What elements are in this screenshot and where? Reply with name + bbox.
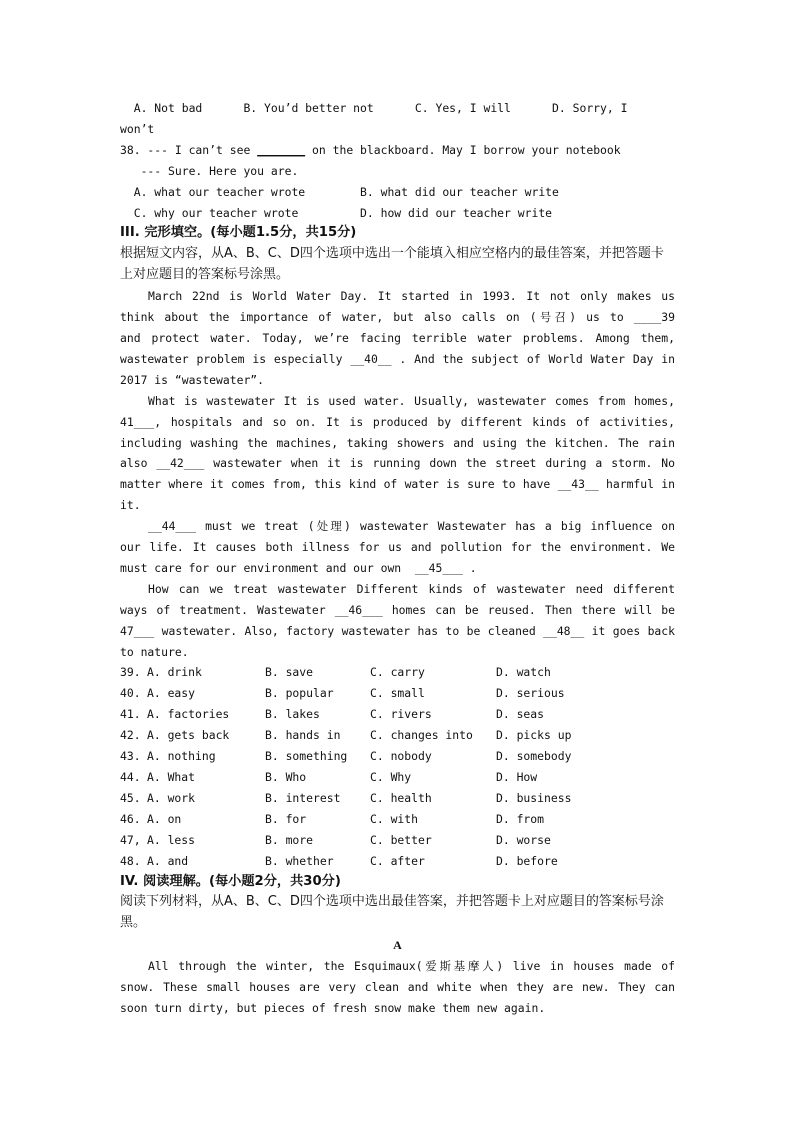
option-b: B. save [265, 665, 314, 680]
cloze-question-row [120, 746, 675, 767]
q38-options-cd: C. why our teacher wrote D. how did our teacher write [120, 205, 553, 220]
option-c: C. carry [370, 665, 425, 680]
cloze-p4-end: to nature. [120, 644, 189, 659]
section3-heading: III. 完形填空。(每小题1.5分，共15分) [120, 225, 357, 241]
question-number: 39. [120, 665, 141, 680]
cloze-p3-line1: __44___ must we treat (处理) wastewater Wastewater has a big influence on [148, 519, 675, 534]
option-a: A. factories [147, 707, 230, 722]
cloze-question-row [120, 704, 675, 725]
option-c: C. with [370, 811, 419, 826]
option-c: C. nobody [370, 749, 432, 764]
q38-question: 38. --- I can’t see _______ on the blackboard. May I borrow your notebook [120, 142, 621, 157]
option-a: A. easy [147, 686, 196, 701]
option-d: D. worse [496, 832, 551, 847]
option-a: A. work [147, 790, 196, 805]
cloze-p2-line2: 41___, hospitals and so on. It is produced by different kinds of activities, [120, 414, 675, 429]
cloze-question-row [120, 809, 675, 830]
option-b: B. interest [265, 790, 341, 805]
cloze-question-row [120, 830, 675, 851]
option-a: A. nothing [147, 749, 216, 764]
option-a: A. on [147, 811, 182, 826]
q37-options-wrap: won’t [120, 121, 155, 136]
q38-answer: --- Sure. Here you are. [120, 163, 299, 178]
question-number: 46. [120, 811, 141, 826]
cloze-p2-line3: including washing the machines, taking showers and using the kitchen. The rain [120, 435, 675, 450]
cloze-question-row [120, 662, 675, 683]
cloze-p3-end: must care for our environment and our own __45___ . [120, 560, 477, 575]
cloze-question-list [120, 662, 675, 871]
cloze-p1-line4: wastewater problem is especially __40__ . And the subject of World Water Day in [120, 351, 675, 366]
cloze-p1-line2: think about the importance of water, but also calls on (号召) us to ____39 [120, 310, 675, 325]
cloze-p4-line2: ways of treatment. Wastewater __46___ homes can be reused. Then there will be [120, 602, 675, 617]
reading-a-line2: snow. These small houses are very clean and white when they are new. They can [120, 980, 675, 995]
option-b: B. whether [265, 853, 334, 868]
question-number: 48. [120, 853, 141, 868]
cloze-question-row [120, 851, 675, 872]
option-b: B. something [265, 749, 348, 764]
option-d: D. from [496, 811, 545, 826]
option-b: B. popular [265, 686, 334, 701]
q38-options-ab: A. what our teacher wrote B. what did our teacher write [120, 184, 559, 199]
section4-instruction: 阅读下列材料，从A、B、C、D四个选项中选出最佳答案，并把答题卡上对应题目的答案标号涂黑。 [120, 894, 664, 931]
option-b: B. for [265, 811, 307, 826]
question-number: 43. [120, 749, 141, 764]
q37-options: A. Not bad B. You’d better not C. Yes, I will D. Sorry, I [120, 101, 628, 115]
option-a: A. drink [147, 665, 202, 680]
option-b: B. lakes [265, 707, 320, 722]
option-b: B. hands in [265, 728, 341, 743]
cloze-p4-line3: 47___ wastewater. Also, factory wastewater has to be cleaned __48__ it goes back [120, 623, 675, 638]
option-c: C. better [370, 832, 432, 847]
option-c: C. small [370, 686, 425, 701]
reading-a-end: soon turn dirty, but pieces of fresh snow make them new again. [120, 1001, 546, 1016]
option-a: A. and [147, 853, 189, 868]
cloze-p1-end: 2017 is “wastewater”. [120, 372, 265, 387]
question-number: 41. [120, 707, 141, 722]
cloze-question-row [120, 725, 675, 746]
cloze-p2-line4: also __42___ wastewater when it is running down the street during a storm. No [120, 456, 675, 471]
section4-heading: IV. 阅读理解。(每小题2分，共30分) [120, 873, 341, 889]
option-b: B. more [265, 832, 314, 847]
option-c: C. health [370, 790, 432, 805]
section3-instruction: 根据短文内容，从A、B、C、D四个选项中选出一个能填入相应空格内的最佳答案，并把答题卡上对应题目的答案标号涂黑。 [120, 246, 664, 283]
option-a: A. less [147, 832, 196, 847]
cloze-p4-line1: How can we treat wastewater Different kinds of wastewater need different [148, 581, 675, 596]
cloze-p1-line3: and protect water. Today, we’re facing terrible water problems. Among them, [120, 330, 675, 345]
cloze-p2-line5: matter where it comes from, this kind of water is sure to have __43__ harmful in [120, 477, 675, 492]
option-c: C. Why [370, 770, 412, 784]
question-number: 42. [120, 728, 141, 743]
question-number: 40. [120, 686, 141, 701]
cloze-p2-end: it. [120, 498, 141, 513]
option-d: D. How [496, 770, 538, 784]
option-a: A. What [147, 770, 196, 784]
option-d: D. serious [496, 686, 565, 701]
option-c: C. rivers [370, 707, 432, 722]
cloze-p2-line1: What is wastewater It is used water. Usually, wastewater comes from homes, [148, 393, 675, 408]
cloze-question-row [120, 767, 675, 788]
q38-blank: _______ [257, 142, 306, 157]
cloze-p3-line2: our life. It causes both illness for us and pollution for the environment. We [120, 540, 675, 555]
option-d: D. before [496, 853, 558, 868]
question-number: 47, [120, 832, 141, 847]
option-d: D. picks up [496, 728, 572, 743]
passage-label: A [393, 938, 402, 953]
option-c: C. changes into [370, 728, 473, 743]
question-number: 44. [120, 770, 141, 784]
question-number: 45. [120, 790, 141, 805]
option-a: A. gets back [147, 728, 230, 743]
option-d: D. seas [496, 707, 545, 722]
option-c: C. after [370, 853, 425, 868]
option-d: D. business [496, 790, 572, 805]
option-b: B. Who [265, 770, 307, 784]
cloze-p1-line1: March 22nd is World Water Day. It started in 1993. It not only makes us [148, 289, 675, 304]
cloze-question-row [120, 788, 675, 809]
cloze-question-row [120, 683, 675, 704]
exam-page [120, 98, 675, 1019]
option-d: D. somebody [496, 749, 572, 764]
reading-a-line1: All through the winter, the Esquimaux(爱斯基摩人) live in houses made of [148, 959, 675, 974]
option-d: D. watch [496, 665, 551, 680]
